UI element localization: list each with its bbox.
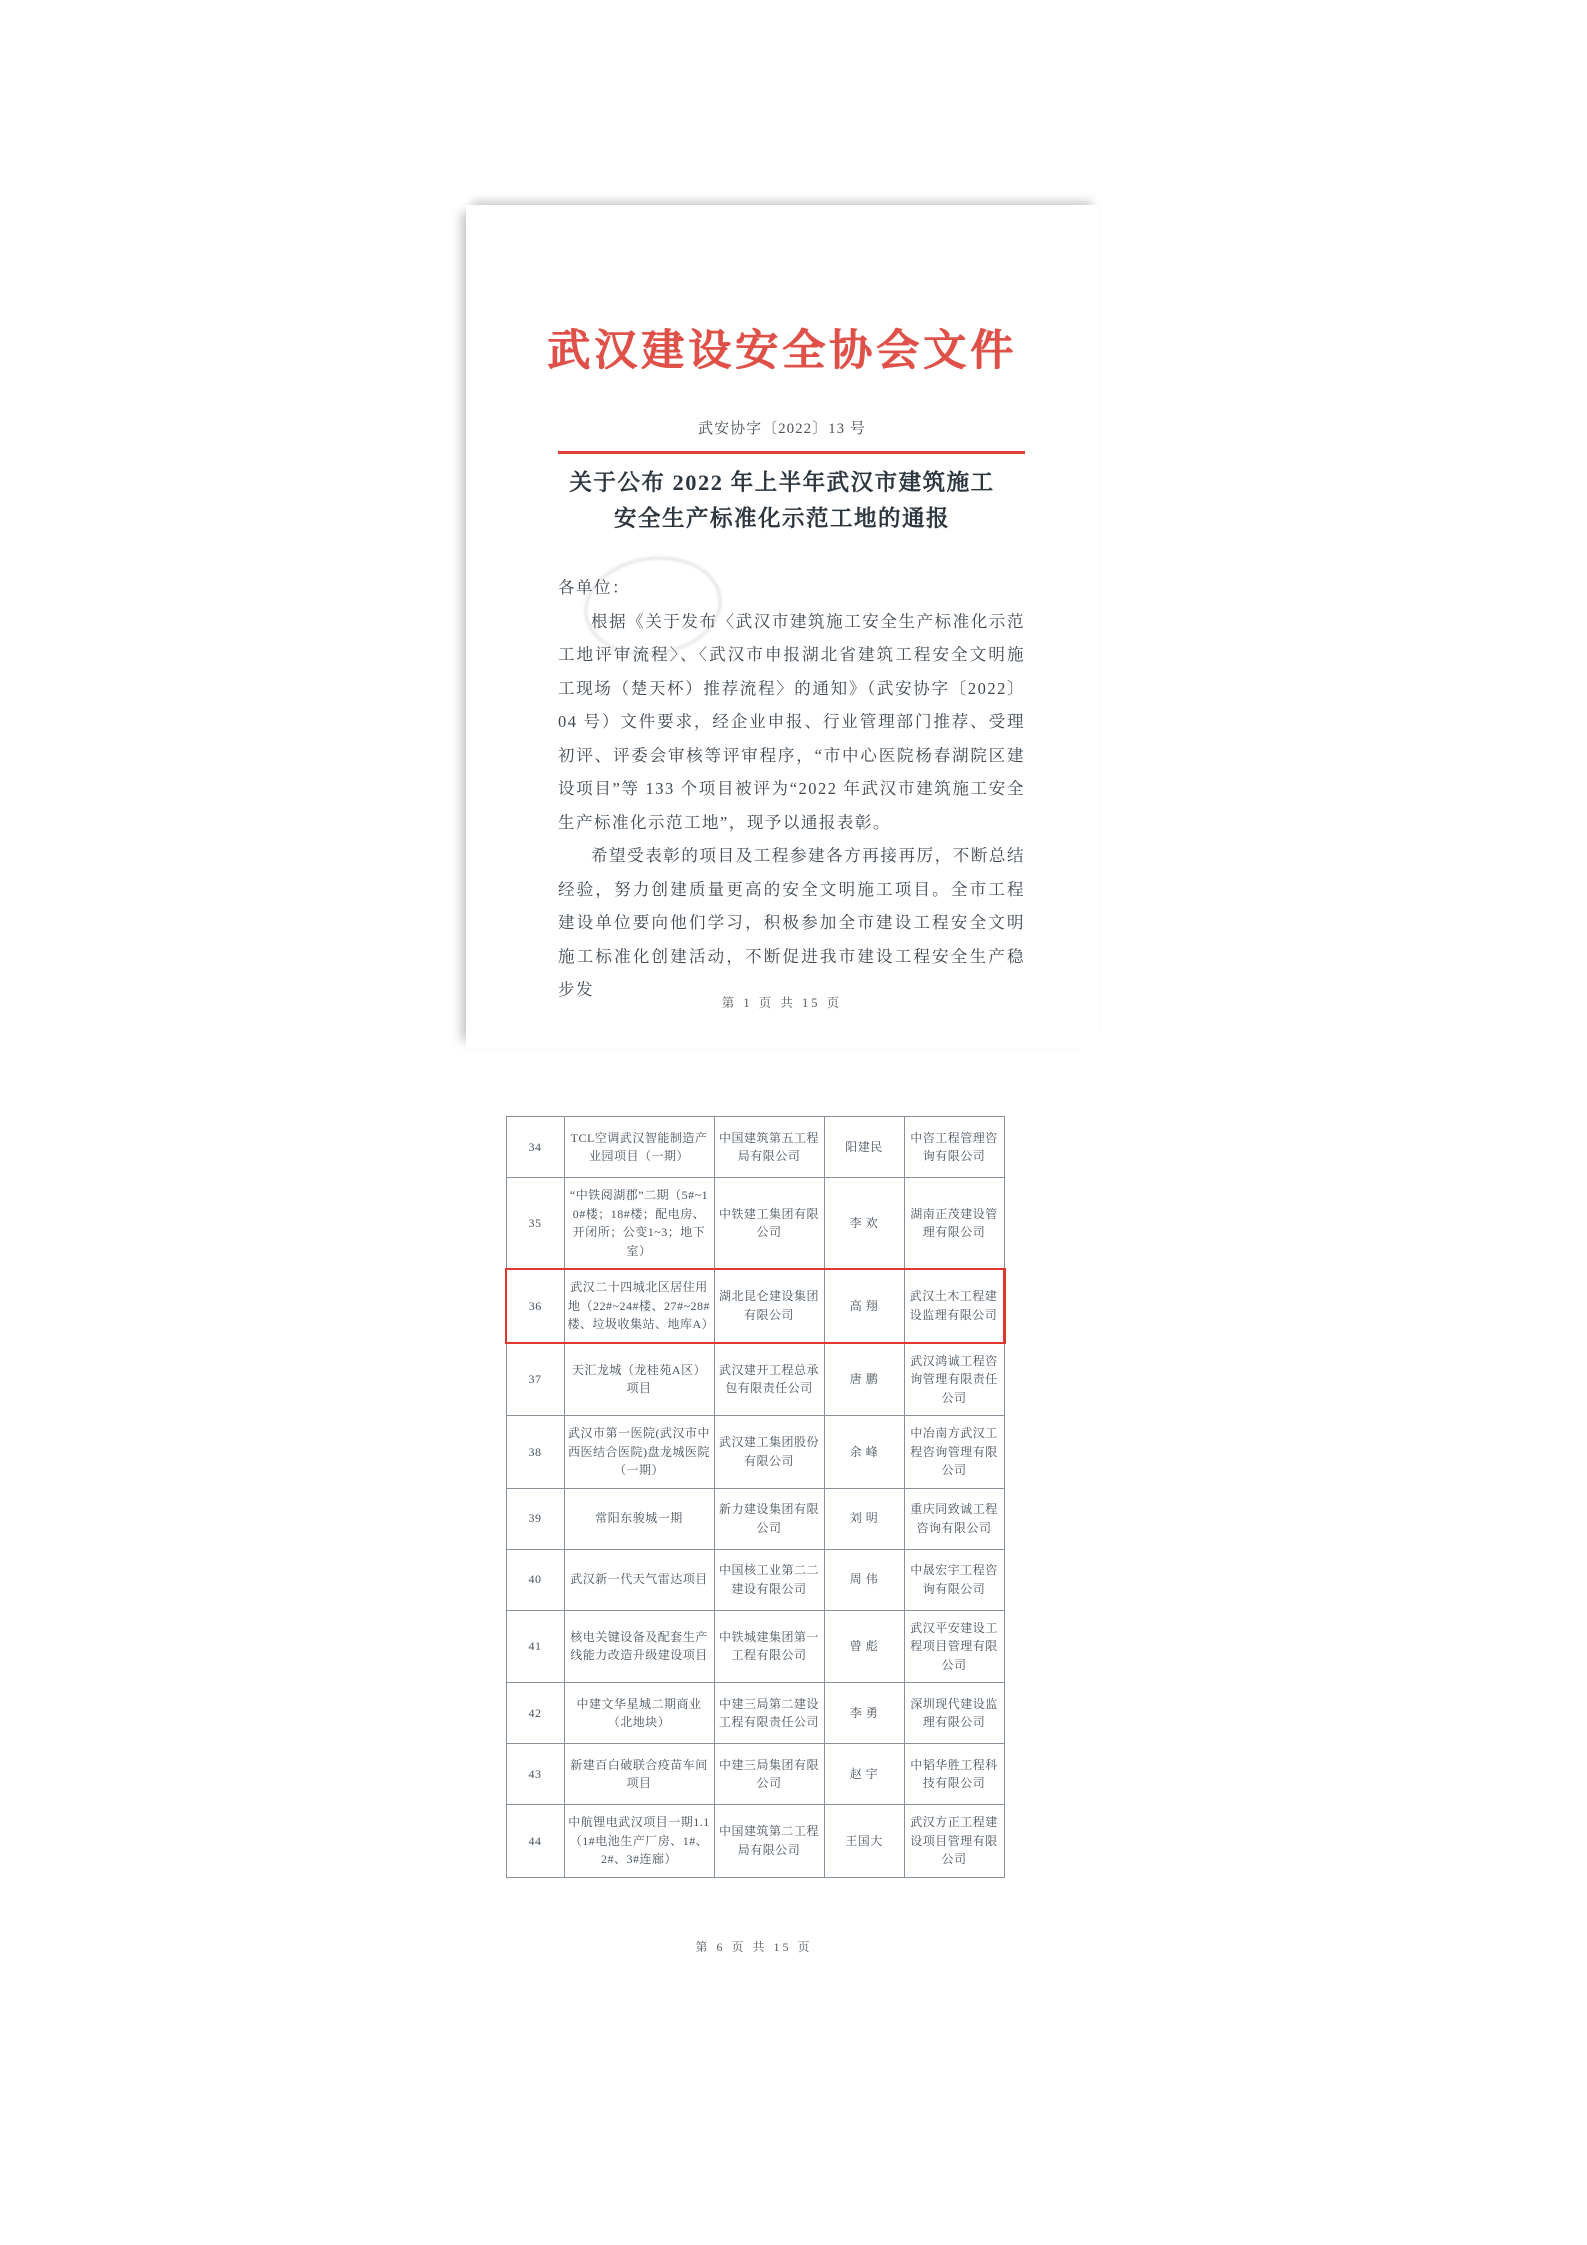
- salutation: 各单位：: [558, 578, 630, 597]
- red-separator-rule: [558, 451, 1025, 454]
- cell-supervisor: 武汉土木工程建设监理有限公司: [904, 1269, 1004, 1343]
- table-row: [506, 1343, 1004, 1416]
- cell-index: 39: [506, 1488, 564, 1549]
- cell-person: 李 欢: [824, 1178, 904, 1270]
- cell-supervisor: 湖南正茂建设管理有限公司: [904, 1178, 1004, 1270]
- cell-project-name: 武汉新一代天气雷达项目: [564, 1549, 714, 1610]
- cell-contractor: 中国建筑第五工程局有限公司: [714, 1117, 824, 1178]
- cell-project-name: 中航锂电武汉项目一期1.1（1#电池生产厂房、1#、2#、3#连廊）: [564, 1805, 714, 1878]
- cell-contractor: 武汉建工集团股份有限公司: [714, 1416, 824, 1489]
- red-letterhead-title: 武汉建设安全协会文件: [547, 328, 1017, 375]
- cell-contractor: 中铁建工集团有限公司: [714, 1178, 824, 1270]
- cell-person: 李 勇: [824, 1683, 904, 1744]
- notice-title-line-2: 安全生产标准化示范工地的通报: [613, 506, 950, 531]
- cell-contractor: 中铁城建集团第一工程有限公司: [714, 1610, 824, 1683]
- cell-project-name: 新建百白破联合疫苗车间项目: [564, 1744, 714, 1805]
- cell-contractor: 中建三局集团有限公司: [714, 1744, 824, 1805]
- cell-person: 曾 彪: [824, 1610, 904, 1683]
- cell-supervisor: 武汉方正工程建设项目管理有限公司: [904, 1805, 1004, 1878]
- cell-project-name: 中建文华星城二期商业（北地块）: [564, 1683, 714, 1744]
- page-6-footer: 第 6 页 共 15 页: [695, 1940, 813, 1954]
- table-row: [506, 1117, 1004, 1178]
- cell-contractor: 新力建设集团有限公司: [714, 1488, 824, 1549]
- cell-person: 阳建民: [824, 1117, 904, 1178]
- cell-supervisor: 武汉平安建设工程项目管理有限公司: [904, 1610, 1004, 1683]
- cell-index: 37: [506, 1343, 564, 1416]
- document-number: 武安协字〔2022〕13 号: [698, 421, 866, 437]
- body-paragraph-2: 希望受表彰的项目及工程参建各方再接再厉，不断总结经验，努力创建质量更高的安全文明施工项目。全市工程建设单位要向他们学习，积极参加全市建设工程安全文明施工标准化创建活动，不断促进我市建设工程安全生产稳步发: [558, 846, 1025, 999]
- cell-index: 36: [506, 1269, 564, 1343]
- table-row: [506, 1269, 1004, 1343]
- cell-project-name: “中铁阅湖郡”二期（5#~10#楼；18#楼；配电房、开闭所；公变1~3；地下室）: [564, 1178, 714, 1270]
- projects-table-body: [506, 1117, 1004, 1878]
- cell-index: 43: [506, 1744, 564, 1805]
- cell-index: 42: [506, 1683, 564, 1744]
- body-paragraph-1: 根据《关于发布〈武汉市建筑施工安全生产标准化示范工地评审流程〉、〈武汉市申报湖北省建筑工程安全文明施工现场（楚天杯）推荐流程〉的通知》（武安协字〔2022〕04 号）文件要求，经企业申报、行业管理部门推荐、受理初评、评委会审核等评审程序，“市中心医院杨春湖院区建设项目”等 133 个项目被评为“2022 年武汉市建筑施工安全生产标准化示范工地”，现予以通报表彰。: [558, 611, 1025, 832]
- cell-project-name: 天汇龙城（龙桂苑A区）项目: [564, 1343, 714, 1416]
- cell-person: 刘 明: [824, 1488, 904, 1549]
- table-row: [506, 1549, 1004, 1610]
- cell-supervisor: 中咨工程管理咨询有限公司: [904, 1117, 1004, 1178]
- cell-index: 35: [506, 1178, 564, 1270]
- cell-contractor: 湖北昆仑建设集团有限公司: [714, 1269, 824, 1343]
- cell-project-name: 核电关键设备及配套生产线能力改造升级建设项目: [564, 1610, 714, 1683]
- cell-supervisor: 中冶南方武汉工程咨询管理有限公司: [904, 1416, 1004, 1489]
- table-row: [506, 1805, 1004, 1878]
- cell-index: 41: [506, 1610, 564, 1683]
- notice-body: [558, 571, 1025, 1007]
- notice-title: [506, 465, 1058, 537]
- cell-project-name: 常阳东骏城一期: [564, 1488, 714, 1549]
- table-row: [506, 1744, 1004, 1805]
- cell-project-name: 武汉市第一医院(武汉市中西医结合医院)盘龙城医院（一期）: [564, 1416, 714, 1489]
- cell-person: 高 翔: [824, 1269, 904, 1343]
- notice-title-line-1: 关于公布 2022 年上半年武汉市建筑施工: [569, 470, 995, 495]
- cell-supervisor: 中晟宏宇工程咨询有限公司: [904, 1549, 1004, 1610]
- cell-index: 38: [506, 1416, 564, 1489]
- cell-index: 40: [506, 1549, 564, 1610]
- cell-person: 王国大: [824, 1805, 904, 1878]
- cell-person: 余 峰: [824, 1416, 904, 1489]
- cell-supervisor: 重庆同致诚工程咨询有限公司: [904, 1488, 1004, 1549]
- cell-project-name: TCL空调武汉智能制造产业园项目（一期）: [564, 1117, 714, 1178]
- cell-contractor: 中国核工业第二二建设有限公司: [714, 1549, 824, 1610]
- cell-person: 唐 鹏: [824, 1343, 904, 1416]
- table-row: [506, 1416, 1004, 1489]
- cell-project-name: 武汉二十四城北区居住用地（22#~24#楼、27#~28#楼、垃圾收集站、地库A）: [564, 1269, 714, 1343]
- table-row: [506, 1610, 1004, 1683]
- table-row: [506, 1683, 1004, 1744]
- cell-contractor: 武汉建开工程总承包有限责任公司: [714, 1343, 824, 1416]
- cell-person: 赵 宇: [824, 1744, 904, 1805]
- cell-contractor: 中建三局第二建设工程有限责任公司: [714, 1683, 824, 1744]
- cell-index: 34: [506, 1117, 564, 1178]
- document-page-1: [466, 205, 1098, 1048]
- projects-table: [505, 1116, 1006, 1878]
- cell-supervisor: 深圳现代建设监理有限公司: [904, 1683, 1004, 1744]
- page-1-footer: 第 1 页 共 15 页: [721, 996, 843, 1010]
- table-row: [506, 1488, 1004, 1549]
- cell-supervisor: 中韬华胜工程科技有限公司: [904, 1744, 1004, 1805]
- cell-person: 周 伟: [824, 1549, 904, 1610]
- cell-supervisor: 武汉鸿诚工程咨询管理有限责任公司: [904, 1343, 1004, 1416]
- cell-contractor: 中国建筑第二工程局有限公司: [714, 1805, 824, 1878]
- cell-index: 44: [506, 1805, 564, 1878]
- table-row: [506, 1178, 1004, 1270]
